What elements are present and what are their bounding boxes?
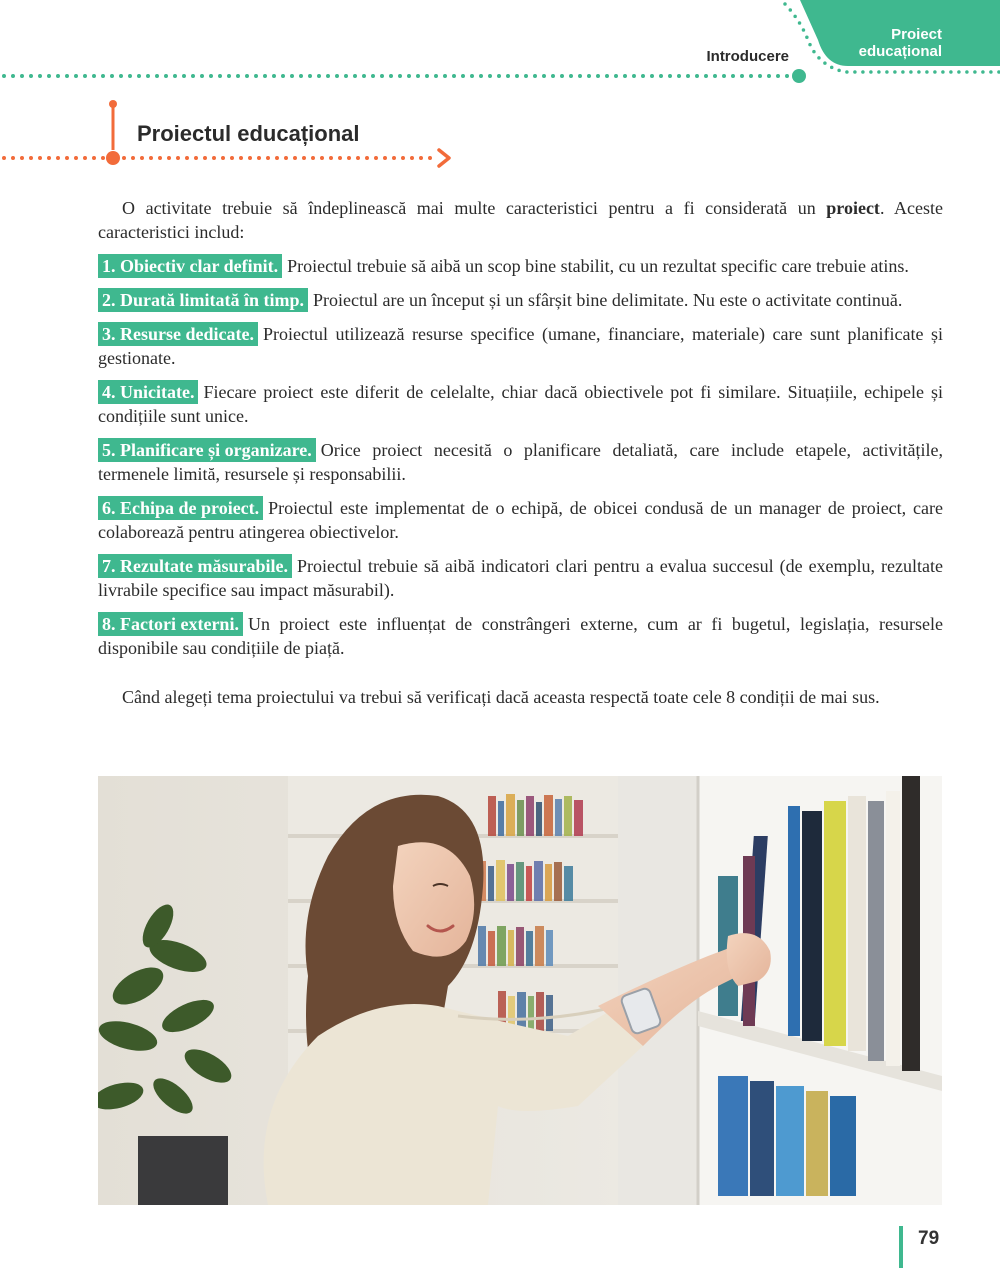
item-label: 7. Rezultate măsurabile. bbox=[98, 554, 292, 578]
item-label: 8. Factori externi. bbox=[98, 612, 243, 636]
page-number-bar bbox=[899, 1226, 903, 1268]
list-item bbox=[98, 322, 943, 370]
library-photo bbox=[98, 776, 942, 1205]
list-item bbox=[98, 496, 943, 544]
list-item bbox=[98, 554, 943, 602]
list-item bbox=[98, 438, 943, 486]
intro-text-after: . Aceste caracteristici includ: bbox=[98, 198, 943, 242]
chapter-tab-line1: Proiect bbox=[891, 26, 942, 43]
item-label: 1. Obiectiv clar definit. bbox=[98, 254, 282, 278]
item-label: 4. Unicitate. bbox=[98, 380, 198, 404]
intro-text-before: O activitate trebuie să îndeplinească mai multe caracteristici pentru a fi considerată un bbox=[122, 198, 827, 218]
item-text: Proiectul trebuie să aibă un scop bine stabilit, cu un rezultat specific care trebuie atins. bbox=[287, 256, 909, 276]
item-text: Proiectul are un început și un sfârșit bine delimitate. Nu este o activitate continuă. bbox=[313, 290, 903, 310]
conclusion-paragraph: Când alegeți tema proiectului va trebui să verificați dacă aceasta respectă toate cele 8 condiții de mai sus. bbox=[122, 687, 880, 707]
item-label: 2. Durată limitată în timp. bbox=[98, 288, 308, 312]
item-text: Orice proiect necesită o planificare detaliată, care include etapele, activitățile, termenele limită, resursele și responsabilii. bbox=[98, 440, 943, 484]
list-item bbox=[98, 288, 943, 312]
intro-bold-term: proiect bbox=[826, 198, 880, 218]
chapter-tab[interactable] bbox=[822, 26, 942, 60]
item-label: 5. Planificare și organizare. bbox=[98, 438, 316, 462]
item-label: 6. Echipa de proiect. bbox=[98, 496, 263, 520]
item-text: Proiectul utilizează resurse specifice (umane, financiare, materiale) care sunt planificate și gestionate. bbox=[98, 324, 943, 368]
section-label: Introducere bbox=[706, 48, 789, 65]
item-text: Un proiect este influențat de constrângeri externe, cum ar fi bugetul, legislația, resursele disponibile sau condițiile de piață. bbox=[98, 614, 943, 658]
list-item bbox=[98, 612, 943, 660]
item-label: 3. Resurse dedicate. bbox=[98, 322, 258, 346]
main-content bbox=[98, 196, 943, 709]
chapter-tab-line2: educațional bbox=[858, 43, 942, 60]
list-item bbox=[98, 254, 943, 278]
item-text: Proiectul trebuie să aibă indicatori clari pentru a evalua succesul (de exemplu, rezultate livrabile specifice sau impact măsurabil). bbox=[98, 556, 943, 600]
item-text: Proiectul este implementat de o echipă, de obicei condusă de un manager de proiect, care colaborează pentru atingerea obiectivelor. bbox=[98, 498, 943, 542]
item-text: Fiecare proiect este diferit de celelalte, chiar dacă obiectivele pot fi similare. Situațiile, echipele și condițiile sunt unice. bbox=[98, 382, 943, 426]
page-title: Proiectul educațional bbox=[137, 121, 360, 146]
intro-paragraph bbox=[98, 196, 943, 244]
list-item bbox=[98, 380, 943, 428]
page-number: 79 bbox=[918, 1228, 940, 1249]
